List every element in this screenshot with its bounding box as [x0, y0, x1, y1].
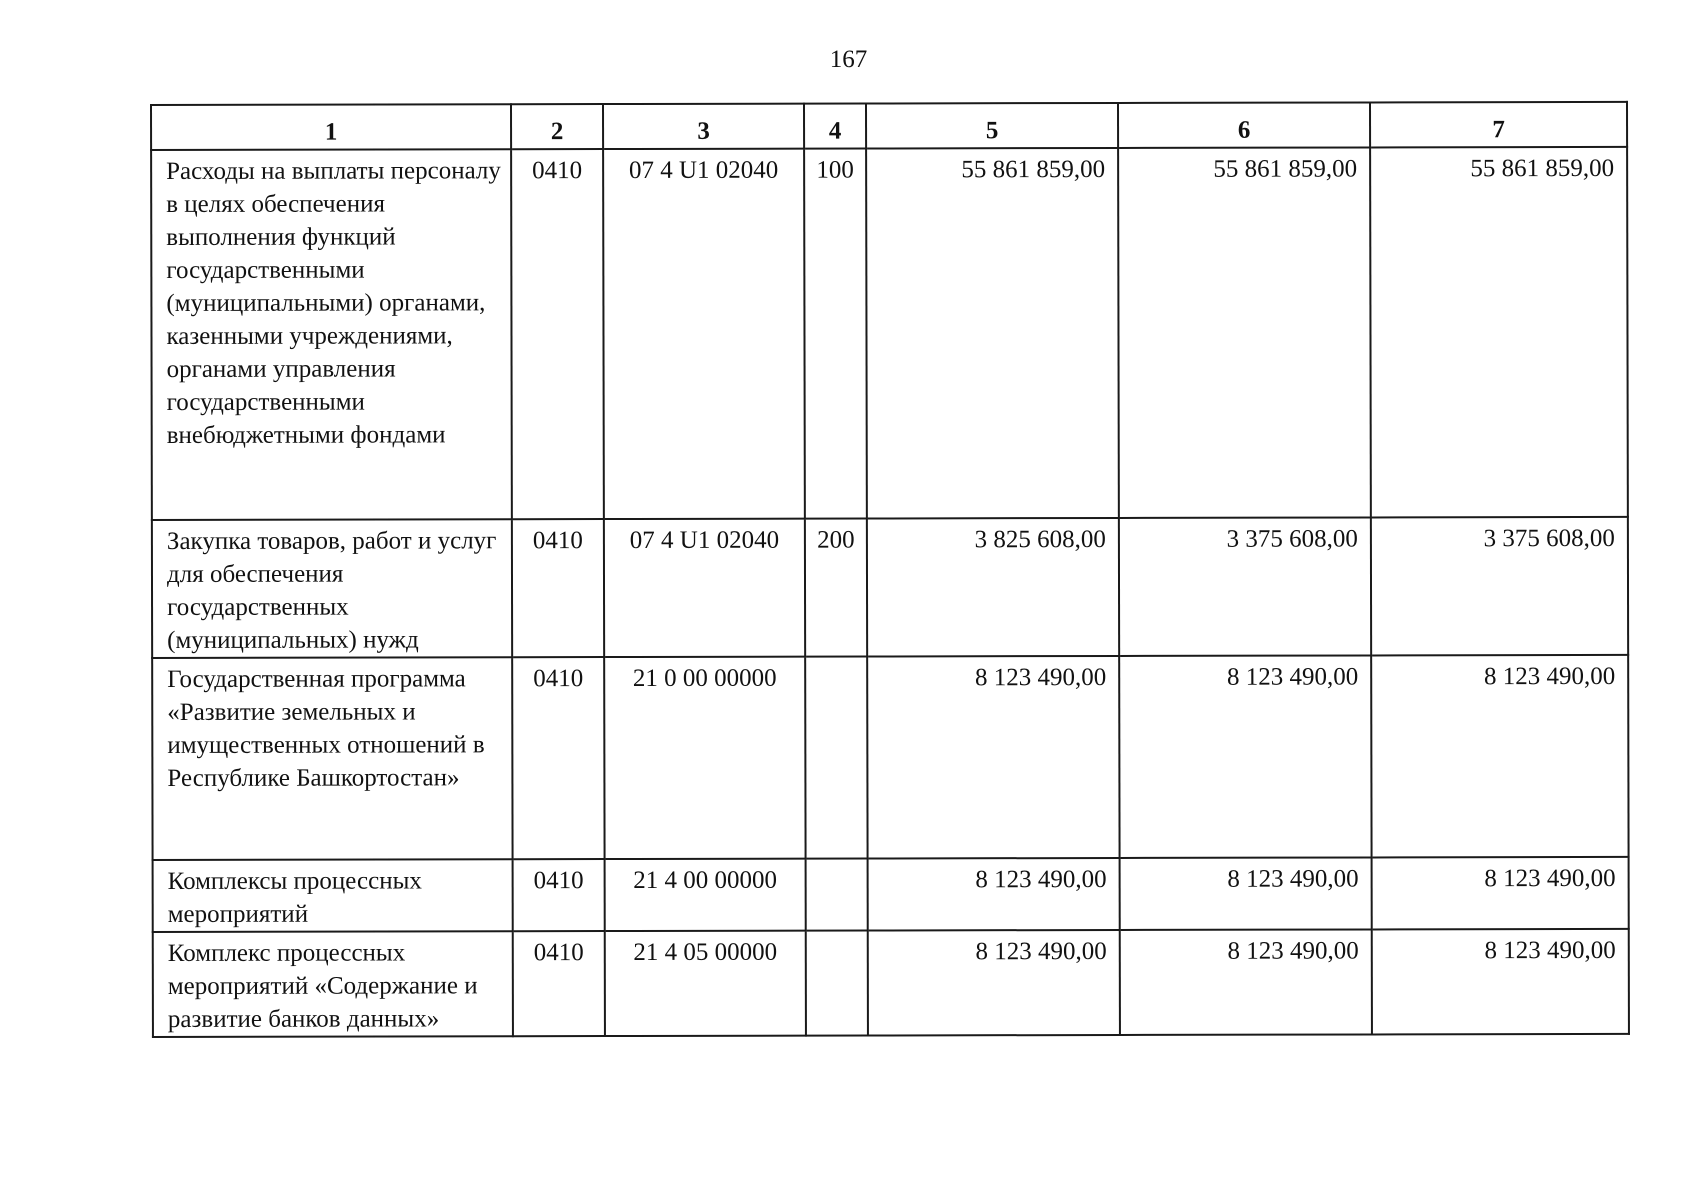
table-row — [153, 929, 1629, 1037]
amount-col5-cell: 8 123 490,00 — [868, 930, 1120, 1036]
target-article-cell: 21 4 00 00000 — [605, 859, 806, 931]
column-header-1: 1 — [151, 104, 511, 150]
amount-col5-cell: 8 123 490,00 — [868, 858, 1120, 931]
target-article-cell: 21 0 00 00000 — [604, 657, 805, 859]
row-name-cell: Расходы на выплаты персоналу в целях обеспечения выполнения функций государственными (муниципальными) органами, казенными учреждениями, органами управления государственными внебюджетными фондами — [151, 149, 512, 520]
target-article-cell: 07 4 U1 02040 — [604, 519, 805, 657]
amount-col6-cell: 8 123 490,00 — [1119, 655, 1371, 858]
amount-col7-cell: 55 861 859,00 — [1370, 147, 1628, 518]
target-article-cell: 21 4 05 00000 — [605, 931, 806, 1036]
budget-table — [150, 101, 1630, 1038]
section-code-cell: 0410 — [512, 657, 604, 859]
expense-type-cell: 100 — [804, 149, 867, 519]
amount-col7-cell: 8 123 490,00 — [1372, 857, 1629, 930]
expense-type-cell — [806, 930, 868, 1035]
section-code-cell: 0410 — [513, 859, 605, 931]
table-row — [151, 147, 1628, 520]
amount-col6-cell: 8 123 490,00 — [1120, 857, 1372, 930]
table-row — [152, 517, 1628, 658]
column-header-3: 3 — [603, 104, 804, 149]
amount-col5-cell: 3 825 608,00 — [867, 518, 1119, 657]
table-row — [153, 857, 1629, 932]
amount-col6-cell: 8 123 490,00 — [1120, 929, 1372, 1035]
page-number: 167 — [829, 46, 868, 73]
amount-col7-cell: 8 123 490,00 — [1372, 929, 1629, 1035]
section-code-cell: 0410 — [511, 149, 604, 519]
target-article-cell: 07 4 U1 02040 — [603, 149, 805, 519]
section-code-cell: 0410 — [513, 931, 605, 1036]
column-header-4: 4 — [804, 104, 866, 149]
column-header-6: 6 — [1118, 102, 1370, 148]
expense-type-cell — [806, 858, 868, 930]
row-name-cell: Комплексы процессных мероприятий — [153, 859, 513, 932]
amount-col5-cell: 55 861 859,00 — [866, 148, 1119, 519]
column-header-7: 7 — [1370, 102, 1627, 148]
row-name-cell: Комплекс процессных мероприятий «Содержание и развитие банков данных» — [153, 931, 513, 1037]
column-header-5: 5 — [866, 103, 1118, 149]
column-header-2: 2 — [511, 104, 603, 149]
row-name-cell: Государственная программа «Развитие земельных и имущественных отношений в Республике Башкортостан» — [152, 657, 512, 860]
amount-col5-cell: 8 123 490,00 — [867, 656, 1119, 859]
section-code-cell: 0410 — [512, 519, 604, 657]
expense-type-cell — [805, 656, 867, 858]
table-row — [152, 655, 1628, 860]
table-header-row — [151, 102, 1627, 150]
expense-type-cell: 200 — [805, 518, 867, 656]
amount-col6-cell: 55 861 859,00 — [1118, 147, 1371, 518]
row-name-cell: Закупка товаров, работ и услуг для обеспечения государственных (муниципальных) нужд — [152, 519, 512, 658]
amount-col7-cell: 8 123 490,00 — [1371, 655, 1628, 858]
amount-col7-cell: 3 375 608,00 — [1371, 517, 1628, 656]
amount-col6-cell: 3 375 608,00 — [1119, 517, 1371, 656]
